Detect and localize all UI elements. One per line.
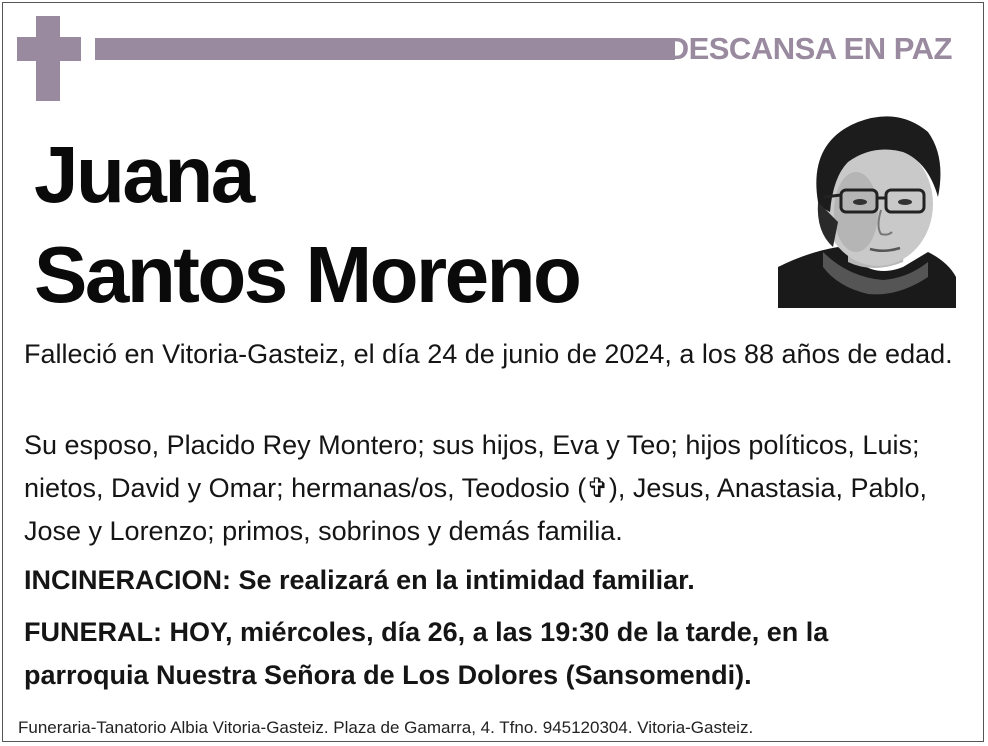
funeral-text: FUNERAL: HOY, miércoles, día 26, a las 19:30 de la tarde, en la parroquia Nuestra Señora de Los Dolores (Sansomendi).: [24, 617, 829, 690]
deceased-surnames: Santos Moreno: [34, 230, 580, 319]
header-label: DESCANSA EN PAZ: [666, 31, 952, 66]
portrait-photo: [778, 102, 956, 308]
deceased-first-name: Juana: [34, 130, 253, 219]
cremation-text: INCINERACION: Se realizará en la intimidad familiar.: [24, 565, 695, 595]
death-notice-text: Falleció en Vitoria-Gasteiz, el día 24 de junio de 2024, a los 88 años de edad.: [24, 339, 953, 369]
family-text: Su esposo, Placido Rey Montero; sus hijos, Eva y Teo; hijos políticos, Luis; nietos, David y Omar; hermanas/os, Teodosio (✞), Jesus, Anastasia, Pablo, Jose y Lorenzo; primos, sobrinos y demás familia.: [24, 430, 928, 546]
funeral-home-footer: Funeraria-Tanatorio Albia Vitoria-Gasteiz. Plaza de Gamarra, 4. Tfno. 945120304. Vitoria-Gasteiz.: [18, 718, 754, 737]
header-divider: [95, 38, 675, 60]
